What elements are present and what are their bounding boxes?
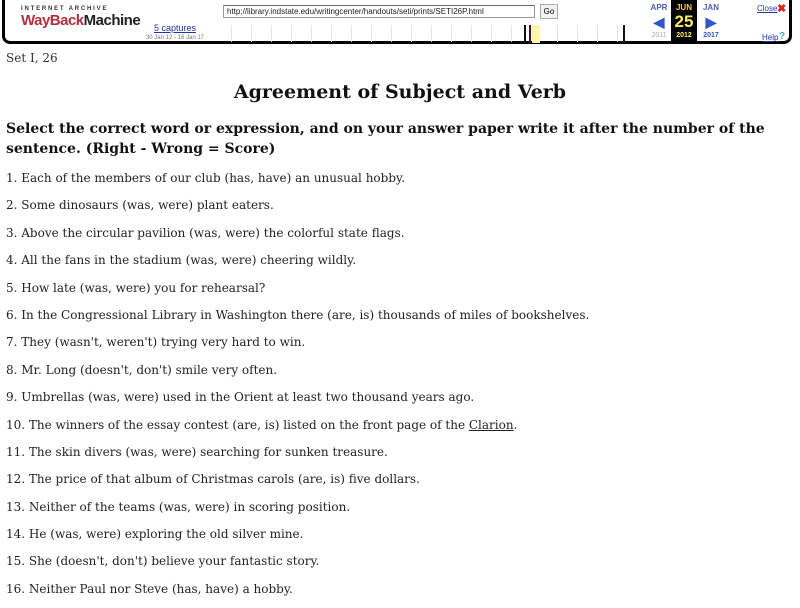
timeline-tick: [391, 25, 392, 42]
timeline-tick: [251, 25, 252, 42]
clarion-title: Clarion: [468, 417, 514, 432]
exercise-item: 13. Neither of the teams (was, were) in scoring position.: [6, 499, 351, 514]
timeline-tick: [351, 25, 352, 42]
prev-arrow-icon[interactable]: ◀: [653, 14, 665, 30]
capture-marker[interactable]: [524, 25, 526, 43]
timeline-tick: [431, 25, 432, 42]
instructions: Select the correct word or expression, and on your answer paper write it after the number of the sentence. (Right - Wrong = Score): [6, 121, 765, 157]
capture-marker[interactable]: [623, 25, 625, 43]
exercise-item: 11. The skin divers (was, were) searching for sunken treasure.: [6, 444, 388, 459]
calendar-prev: [645, 0, 673, 44]
timeline-tick: [511, 25, 512, 42]
current-year-highlight: [532, 25, 540, 43]
exercise-item: [6, 417, 589, 444]
timeline-tick: [291, 25, 292, 42]
exercise-item: 3. Above the circular pavilion (was, were) the colorful state flags.: [6, 225, 405, 240]
item-text: 10. The winners of the essay contest (are, is) listed on the front page of the: [6, 417, 469, 432]
exercise-item: 5. How late (was, were) you for rehearsal?: [6, 280, 266, 295]
calendar-current: [671, 0, 697, 44]
timeline-tick: [557, 25, 558, 42]
next-year[interactable]: 2017: [703, 32, 719, 39]
current-month: JUN: [675, 3, 692, 12]
exercise-item: 6. In the Congressional Library in Washington there (are, is) thousands of miles of bookshelves.: [6, 307, 590, 322]
timeline-tick: [231, 25, 232, 42]
help-icon[interactable]: ?: [779, 31, 786, 42]
exercise-item: 9. Umbrellas (was, were) used in the Orient at least two thousand years ago.: [6, 390, 475, 405]
wayback-logo[interactable]: [21, 6, 141, 29]
logo-machine-text: Machine: [83, 12, 141, 29]
timeline-tick: [271, 25, 272, 42]
next-arrow-icon[interactable]: ▶: [705, 14, 717, 30]
timeline-tick: [451, 25, 452, 42]
url-input[interactable]: [223, 5, 535, 18]
go-button[interactable]: Go: [540, 4, 558, 19]
exercise-item: 2. Some dinosaurs (was, were) plant eaters.: [6, 198, 274, 213]
help-link[interactable]: Help: [762, 33, 779, 42]
set-label: Set I, 26: [6, 51, 58, 65]
exercise-list: [6, 170, 589, 608]
exercise-item: 8. Mr. Long (doesn't, don't) smile very often.: [6, 362, 278, 377]
capture-marker[interactable]: [529, 25, 531, 43]
capture-timeline[interactable]: [223, 23, 643, 43]
close-icon[interactable]: ✖: [777, 3, 787, 15]
close-link[interactable]: Close: [757, 4, 778, 13]
internet-archive-label: INTERNET ARCHIVE: [21, 6, 109, 12]
timeline-tick: [491, 25, 492, 42]
prev-year[interactable]: 2011: [651, 32, 667, 39]
calendar-next: [697, 0, 725, 44]
exercise-item: 15. She (doesn't, don't) believe your fantastic story.: [6, 554, 320, 569]
prev-month[interactable]: APR: [650, 3, 668, 12]
next-month[interactable]: JAN: [702, 3, 719, 12]
timeline-tick: [311, 25, 312, 42]
timeline-tick: [597, 25, 598, 42]
timeline-tick: [331, 25, 332, 42]
timeline-tick: [411, 25, 412, 42]
timeline-tick: [577, 25, 578, 42]
item-text: .: [513, 417, 518, 432]
exercise-item: 4. All the fans in the stadium (was, were) cheering wildly.: [6, 253, 357, 268]
current-year: 2012: [676, 32, 692, 39]
page-title: Agreement of Subject and Verb: [233, 81, 567, 103]
logo-wayback-text: WayBack: [21, 12, 84, 29]
timeline-tick: [471, 25, 472, 42]
timeline-tick: [371, 25, 372, 42]
exercise-item: 12. The price of that album of Christmas carols (are, is) five dollars.: [6, 472, 420, 487]
exercise-item: 16. Neither Paul nor Steve (has, have) a hobby.: [6, 581, 293, 596]
exercise-item: 1. Each of the members of our club (has, have) an unusual hobby.: [6, 171, 406, 185]
captures-link[interactable]: 5 captures: [153, 23, 197, 33]
wayback-toolbar: [2, 0, 792, 44]
captures-info: [135, 23, 215, 41]
timeline-tick: [617, 25, 618, 42]
exercise-item: 7. They (wasn't, weren't) trying very hard to win.: [6, 335, 306, 350]
exercise-item: 14. He (was, were) exploring the old silver mine.: [6, 527, 304, 542]
current-day: 25: [674, 12, 694, 31]
captures-range: 30 Jan 12 - 16 Jan 17: [145, 35, 205, 41]
